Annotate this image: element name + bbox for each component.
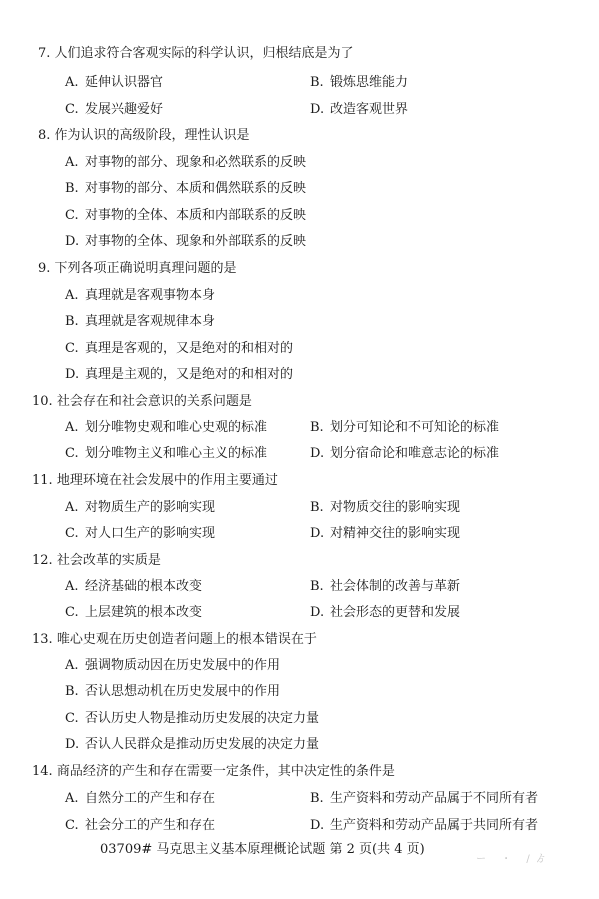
question-text: 下列各项正确说明真理问题的是 [54, 261, 237, 276]
option-text: 上层建筑的根本改变 [85, 605, 203, 620]
question-text: 商品经济的产生和存在需要一定条件，其中决定性的条件是 [56, 764, 395, 779]
option-c [65, 339, 293, 359]
question-stem [38, 44, 354, 64]
option-b [65, 179, 306, 199]
option-letter: D. [310, 102, 325, 117]
option-a [65, 656, 280, 676]
option-d [65, 232, 306, 252]
option-a [65, 498, 215, 518]
option-text: 延伸认识器官 [85, 75, 164, 90]
question-number: 11. [32, 473, 53, 488]
option-text: 否认历史人物是推动历史发展的决定力量 [85, 711, 320, 726]
option-letter: B. [65, 181, 79, 196]
option-letter: B. [65, 684, 79, 699]
option-a [65, 577, 202, 597]
option-b [65, 682, 280, 702]
option-text: 社会分工的产生和存在 [85, 818, 216, 833]
option-letter: D. [65, 234, 80, 249]
option-letter: C. [65, 526, 79, 541]
option-d [310, 603, 460, 623]
option-b [65, 312, 215, 332]
option-letter: B. [65, 314, 79, 329]
option-text: 对事物的全体、本质和内部联系的反映 [85, 208, 307, 223]
option-c [65, 524, 215, 544]
question-text: 社会改革的实质是 [56, 553, 161, 568]
option-text: 对事物的部分、本质和偶然联系的反映 [85, 181, 307, 196]
option-text: 对事物的全体、现象和外部联系的反映 [85, 234, 307, 249]
option-text: 生产资料和劳动产品属于共同所有者 [330, 818, 539, 833]
option-letter: D. [310, 605, 325, 620]
option-b [310, 789, 538, 809]
option-d [65, 365, 293, 385]
question-text: 唯心史观在历史创造者问题上的根本错误在于 [56, 632, 317, 647]
question-number: 8. [38, 128, 51, 143]
option-text: 对物质生产的影响实现 [85, 500, 216, 515]
option-text: 发展兴趣爱好 [85, 102, 164, 117]
option-text: 锻炼思维能力 [330, 75, 409, 90]
option-text: 强调物质动因在历史发展中的作用 [85, 658, 281, 673]
option-letter: D. [310, 818, 325, 833]
option-d [310, 100, 408, 120]
option-letter: C. [65, 208, 79, 223]
option-letter: B. [310, 791, 324, 806]
option-c [65, 206, 306, 226]
option-letter: A. [65, 791, 79, 806]
question-stem [32, 392, 252, 412]
option-letter: C. [65, 818, 79, 833]
question-stem [32, 630, 317, 650]
option-letter: D. [310, 446, 325, 461]
question-text: 人们追求符合客观实际的科学认识，归根结底是为了 [54, 46, 354, 61]
question-number: 10. [32, 394, 53, 409]
option-letter: A. [65, 420, 79, 435]
option-letter: D. [65, 737, 80, 752]
option-b [310, 73, 408, 93]
option-letter: B. [310, 420, 324, 435]
option-text: 真理就是客观规律本身 [85, 314, 216, 329]
option-letter: A. [65, 658, 79, 673]
option-letter: A. [65, 75, 79, 90]
question-number: 9. [38, 261, 51, 276]
option-text: 对人口生产的影响实现 [85, 526, 216, 541]
option-text: 经济基础的根本改变 [85, 579, 203, 594]
question-stem [32, 551, 161, 571]
option-a [65, 73, 163, 93]
option-b [310, 418, 499, 438]
option-letter: A. [65, 155, 79, 170]
question-stem [32, 762, 395, 782]
option-c [65, 444, 267, 464]
option-c [65, 816, 215, 836]
option-text: 划分唯物史观和唯心史观的标准 [85, 420, 268, 435]
option-d [310, 816, 538, 836]
option-letter: D. [310, 526, 325, 541]
option-text: 社会体制的改善与革新 [330, 579, 461, 594]
question-number: 14. [32, 764, 53, 779]
option-text: 划分可知论和不可知论的标准 [330, 420, 500, 435]
option-text: 否认思想动机在历史发展中的作用 [85, 684, 281, 699]
option-text: 社会形态的更替和发展 [330, 605, 461, 620]
scan-smudge: ー ・ /ゟ [476, 854, 552, 865]
option-text: 划分唯物主义和唯心主义的标准 [85, 446, 268, 461]
option-letter: B. [310, 579, 324, 594]
option-a [65, 286, 215, 306]
option-a [65, 789, 215, 809]
option-letter: D. [65, 367, 80, 382]
option-text: 划分宿命论和唯意志论的标准 [330, 446, 500, 461]
option-text: 否认人民群众是推动历史发展的决定力量 [85, 737, 320, 752]
option-c [65, 709, 319, 729]
option-d [65, 735, 319, 755]
option-text: 真理就是客观事物本身 [85, 288, 216, 303]
option-text: 对物质交往的影响实现 [330, 500, 461, 515]
question-stem [38, 126, 250, 146]
option-letter: C. [65, 446, 79, 461]
option-d [310, 524, 460, 544]
option-letter: A. [65, 500, 79, 515]
option-letter: C. [65, 102, 79, 117]
question-number: 7. [38, 46, 51, 61]
option-b [310, 577, 460, 597]
option-c [65, 603, 202, 623]
option-letter: C. [65, 341, 79, 356]
question-number: 13. [32, 632, 53, 647]
option-letter: C. [65, 605, 79, 620]
option-text: 对精神交往的影响实现 [330, 526, 461, 541]
option-text: 对事物的部分、现象和必然联系的反映 [85, 155, 307, 170]
option-d [310, 444, 499, 464]
question-number: 12. [32, 553, 53, 568]
option-letter: C. [65, 711, 79, 726]
option-text: 生产资料和劳动产品属于不同所有者 [330, 791, 539, 806]
option-text: 改造客观世界 [330, 102, 409, 117]
option-letter: B. [310, 75, 324, 90]
option-a [65, 153, 306, 173]
question-text: 作为认识的高级阶段，理性认识是 [54, 128, 250, 143]
option-text: 自然分工的产生和存在 [85, 791, 216, 806]
option-text: 真理是主观的，又是绝对的和相对的 [85, 367, 294, 382]
question-stem [32, 471, 278, 491]
option-text: 真理是客观的，又是绝对的和相对的 [85, 341, 294, 356]
page-footer: 03709# 马克思主义基本原理概论试题 第 2 页(共 4 页) [100, 842, 425, 857]
question-stem [38, 259, 237, 279]
question-text: 社会存在和社会意识的关系问题是 [56, 394, 252, 409]
option-letter: A. [65, 579, 79, 594]
option-a [65, 418, 267, 438]
option-letter: B. [310, 500, 324, 515]
option-b [310, 498, 460, 518]
option-c [65, 100, 163, 120]
option-letter: A. [65, 288, 79, 303]
question-text: 地理环境在社会发展中的作用主要通过 [56, 473, 278, 488]
